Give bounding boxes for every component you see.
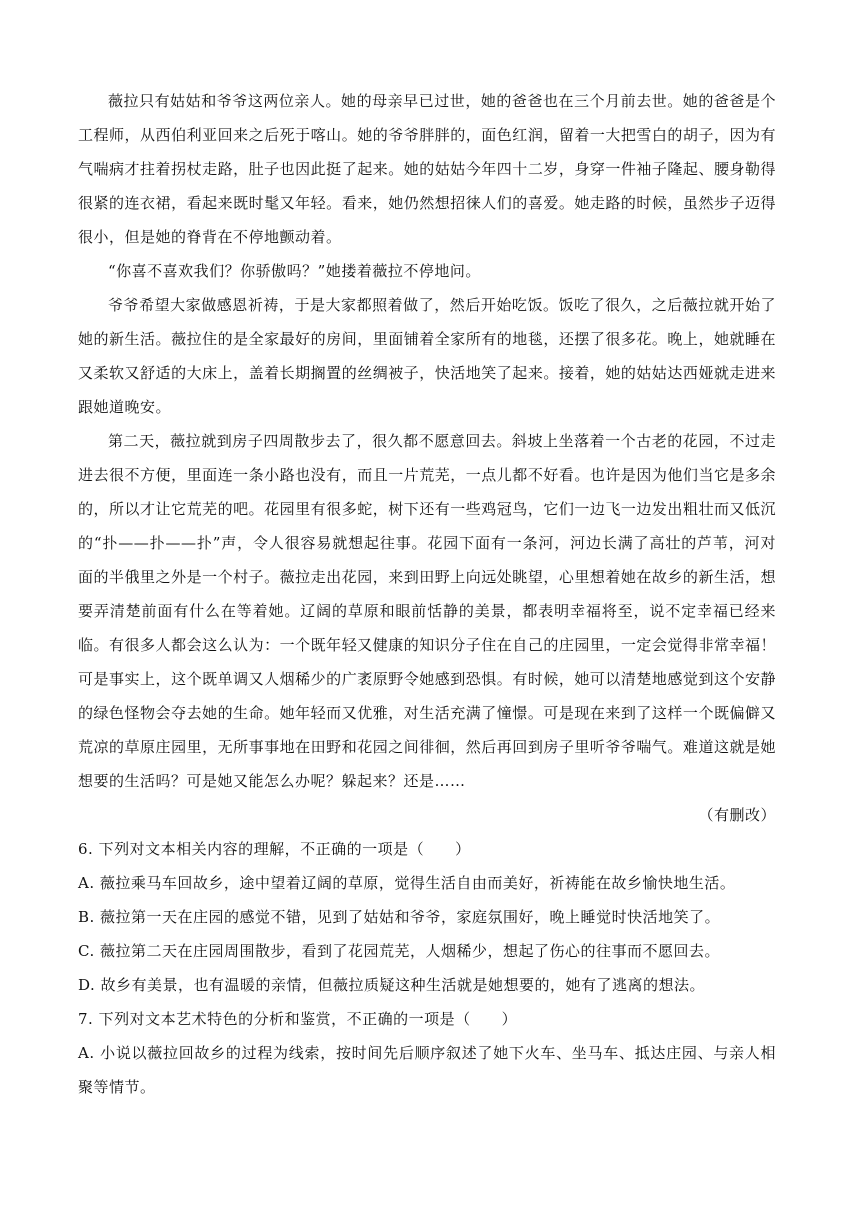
question-6-option-a: A. 薇拉乘马车回故乡，途中望着辽阔的草原，觉得生活自由而美好，祈祷能在故乡愉快地生活。 bbox=[78, 874, 736, 892]
source-note: （有删改） bbox=[698, 806, 776, 824]
passage-paragraph-3: 爷爷希望大家做感恩祈祷，于是大家都照着做了，然后开始吃饭。饭吃了很久，之后薇拉就开始了她的新生活。薇拉住的是全家最好的房间，里面铺着全家所有的地毯，还摆了很多花。晚上，她就睡在又柔软又舒适的大床上，盖着长期搁置的丝绸被子，快活地笑了起来。接着，她的姑姑达西娅就走进来跟她道晚安。 bbox=[78, 296, 776, 416]
question-6-option-b: B. 薇拉第一天在庄园的感觉不错，见到了姑姑和爷爷，家庭氛围好，晚上睡觉时快活地笑了。 bbox=[78, 908, 721, 926]
question-7-option-a: A. 小说以薇拉回故乡的过程为线索，按时间先后顺序叙述了她下火车、坐马车、抵达庄园、与亲人相聚等情节。 bbox=[78, 1044, 776, 1096]
passage-paragraph-1: 薇拉只有姑姑和爷爷这两位亲人。她的母亲早已过世，她的爸爸也在三个月前去世。她的爸爸是个工程师，从西伯利亚回来之后死于喀山。她的爷爷胖胖的，面色红润，留着一大把雪白的胡子，因为有气喘病才拄着拐杖走路，肚子也因此挺了起来。她的姑姑今年四十二岁，身穿一件袖子隆起、腰身勒得很紧的连衣裙，看起来既时髦又年轻。看来，她仍然想招徕人们的喜爱。她走路的时候，虽然步子迈得很小，但是她的脊背在不停地颤动着。 bbox=[78, 92, 776, 246]
question-7-stem: 7. 下列对文本艺术特色的分析和鉴赏，不正确的一项是（ ） bbox=[78, 1010, 518, 1028]
question-6-option-d: D. 故乡有美景，也有温暖的亲情，但薇拉质疑这种生活就是她想要的，她有了逃离的想法。 bbox=[78, 976, 706, 994]
document-page bbox=[78, 84, 776, 1104]
question-6-option-c: C. 薇拉第二天在庄园周围散步，看到了花园荒芜，人烟稀少，想起了伤心的往事而不愿回去。 bbox=[78, 942, 720, 960]
passage-paragraph-4: 第二天，薇拉就到房子四周散步去了，很久都不愿意回去。斜坡上坐落着一个古老的花园，不过走进去很不方便，里面连一条小路也没有，而且一片荒芜，一点儿都不好看。也许是因为他们当它是多余的，所以才让它荒芜的吧。花园里有很多蛇，树下还有一些鸡冠鸟，它们一边飞一边发出粗壮而又低沉的“扑——扑——扑”声，令人很容易就想起往事。花园下面有一条河，河边长满了高壮的芦苇，河对面的半俄里之外是一个村子。薇拉走出花园，来到田野上向远处眺望，心里想着她在故乡的新生活，想要弄清楚前面有什么在等着她。辽阔的草原和眼前恬静的美景，都表明幸福将至，说不定幸福已经来临。有很多人都会这么认为：一个既年轻又健康的知识分子住在自己的庄园里，一定会觉得非常幸福！可是事实上，这个既单调又人烟稀少的广袤原野令她感到恐惧。有时候，她可以清楚地感觉到这个安静的绿色怪物会夺去她的生命。她年轻而又优雅，对生活充满了憧憬。可是现在来到了这样一个既偏僻又荒凉的草原庄园里，无所事事地在田野和花园之间徘徊，然后再回到房子里听爷爷喘气。难道这就是她想要的生活吗？可是她又能怎么办呢？躲起来？还是…… bbox=[78, 432, 776, 790]
question-6-stem: 6. 下列对文本相关内容的理解，不正确的一项是（ ） bbox=[78, 840, 471, 858]
passage-paragraph-2: “你喜不喜欢我们？你骄傲吗？”她搂着薇拉不停地问。 bbox=[108, 262, 481, 280]
